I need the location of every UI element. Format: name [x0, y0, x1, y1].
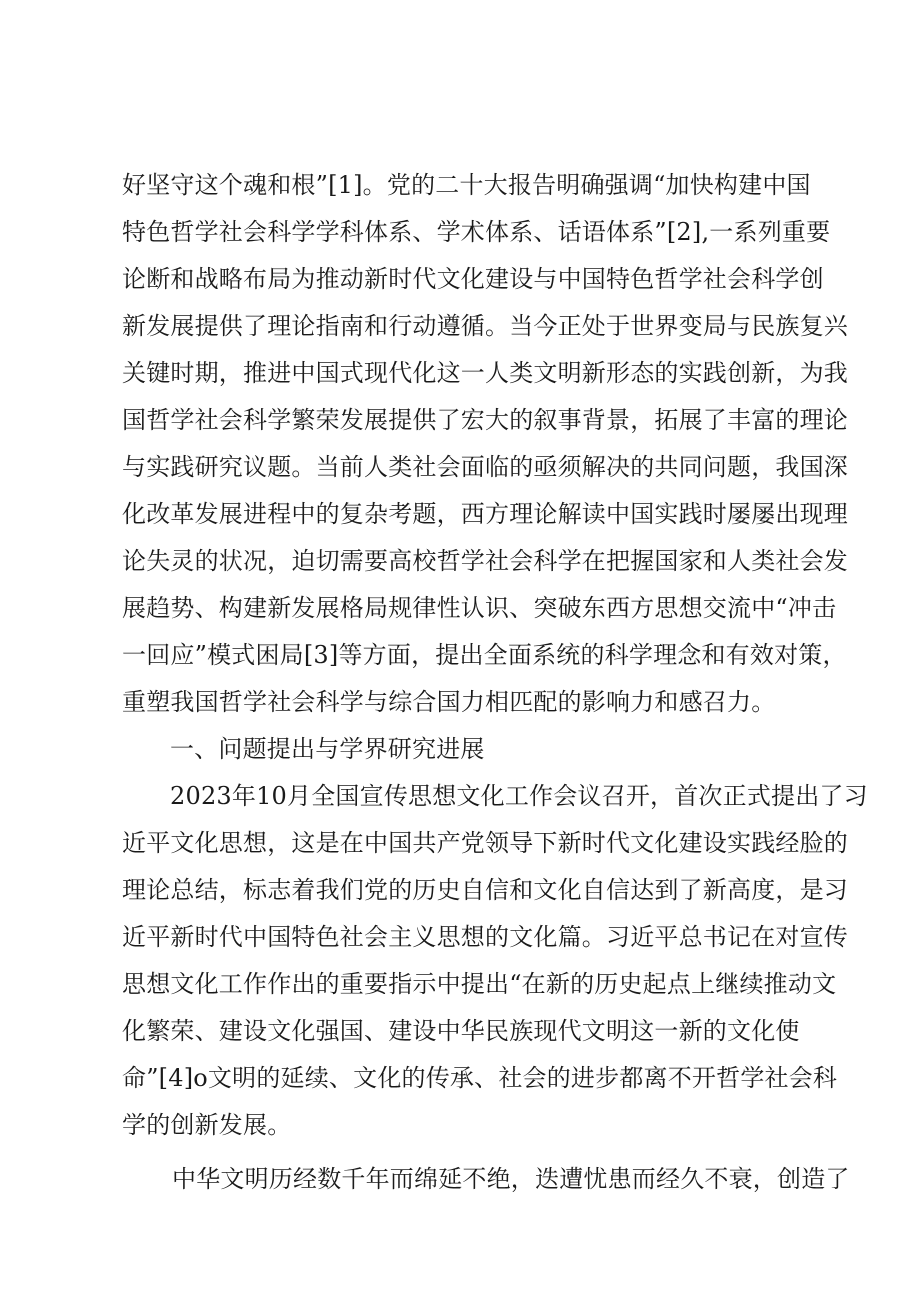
paragraph-2-line: 近平文化思想，这是在中国共产党领导下新时代文化建设实践经脸的 [122, 829, 848, 857]
paragraph-3-line: 中华文明历经数千年而绵延不绝，迭遭忧患而经久不衰，创造了 [172, 1165, 850, 1193]
paragraph-1-line: 化改革发展进程中的复杂考题，西方理论解读中国实践时屡屡出现理 [122, 500, 848, 528]
paragraph-2-line: 2023年10月全国宣传思想文化工作会议召开，首次正式提出了习 [170, 782, 868, 810]
paragraph-1-line: 特色哲学社会科学学科体系、学术体系、话语体系”[2],一系列重要 [122, 218, 831, 246]
paragraph-1-line: 好坚守这个魂和根”[1]。党的二十大报告明确强调“加快构建中国 [122, 171, 811, 199]
paragraph-1-line: 新发展提供了理论指南和行动遵循。当今正处于世界变局与民族复兴 [122, 312, 848, 340]
paragraph-1-line: 一回应”模式困局[3]等方面，提出全面系统的科学理念和有效对策， [122, 641, 847, 669]
paragraph-1-line: 重塑我国哲学社会科学与综合国力相匹配的影响力和感召力。 [122, 688, 776, 716]
section-heading: 一、问题提出与学界研究进展 [170, 735, 485, 763]
paragraph-2-line: 化繁荣、建设文化强国、建设中华民族现代文明这一新的文化使 [122, 1017, 800, 1045]
paragraph-2-line: 命”[4]o文明的延续、文化的传承、社会的进步都离不开哲学社会科 [122, 1064, 838, 1092]
paragraph-1-line: 论断和战略布局为推动新时代文化建设与中国特色哲学社会科学创 [122, 265, 824, 293]
paragraph-2-line: 学的创新发展。 [122, 1111, 292, 1139]
paragraph-2-line: 近平新时代中国特色社会主义思想的文化篇。习近平总书记在对宣传 [122, 923, 848, 951]
paragraph-1-line: 与实践研究议题。当前人类社会面临的亟须解决的共同问题，我国深 [122, 453, 848, 481]
paragraph-1-line: 论失灵的状况，迫切需要高校哲学社会科学在把握国家和人类社会发 [122, 547, 848, 575]
paragraph-2-line: 理论总结，标志着我们党的历史自信和文化自信达到了新高度，是习 [122, 876, 848, 904]
paragraph-1-line: 展趋势、构建新发展格局规律性认识、突破东西方思想交流中“冲击 [122, 594, 837, 622]
paragraph-1-line: 关键时期，推进中国式现代化这一人类文明新形态的实践创新，为我 [122, 359, 848, 387]
paragraph-2-line: 思想文化工作作出的重要指示中提出“在新的历史起点上继续推动文 [122, 970, 837, 998]
paragraph-1-line: 国哲学社会科学繁荣发展提供了宏大的叙事背景，拓展了丰富的理论 [122, 406, 848, 434]
